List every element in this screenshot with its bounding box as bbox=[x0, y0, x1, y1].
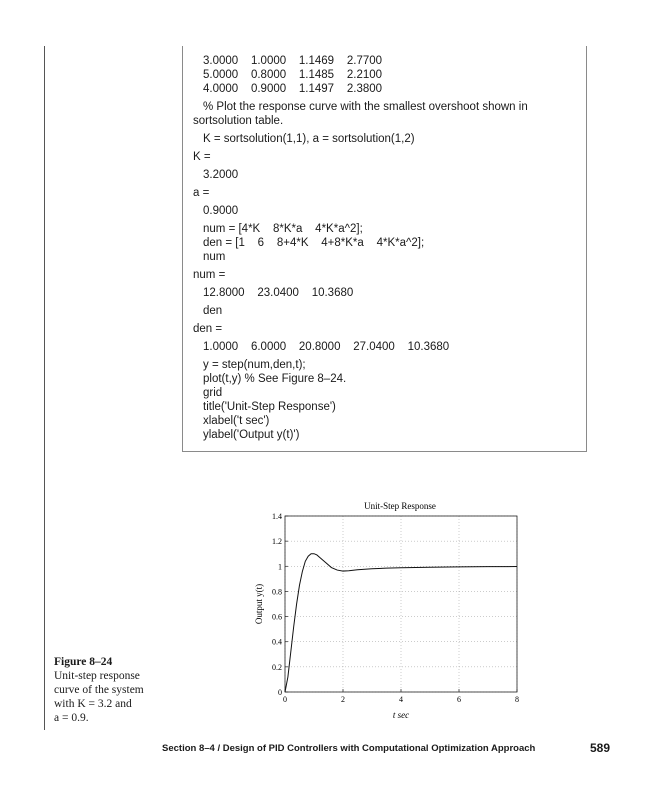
running-footer: Section 8–4 / Design of PID Controllers with Computational Optimization Approach bbox=[162, 743, 536, 754]
x-tick-label: 2 bbox=[341, 695, 345, 704]
y-tick-label: 1.4 bbox=[272, 512, 282, 521]
x-tick-label: 8 bbox=[515, 695, 519, 704]
code-line: den bbox=[203, 305, 223, 317]
x-tick-label: 4 bbox=[399, 695, 403, 704]
code-line: 0.9000 bbox=[203, 205, 239, 217]
margin-rule bbox=[44, 46, 45, 730]
caption-line: a = 0.9. bbox=[54, 712, 89, 724]
y-axis-label: Output y(t) bbox=[254, 583, 264, 625]
step-response-chart bbox=[240, 496, 530, 728]
y-tick-label: 0.2 bbox=[272, 662, 282, 672]
matlab-code-box bbox=[182, 46, 587, 452]
code-line: 3.2000 bbox=[203, 169, 239, 181]
figure-caption bbox=[54, 655, 174, 725]
caption-line: curve of the system bbox=[54, 684, 144, 696]
code-line: 4.0000 0.9000 1.1497 2.3800 bbox=[203, 83, 383, 95]
x-axis-label: t sec bbox=[392, 710, 410, 720]
code-line: 3.0000 1.0000 1.1469 2.7700 bbox=[203, 55, 383, 67]
y-tick-label: 0.6 bbox=[272, 612, 282, 622]
y-tick-label: 0.8 bbox=[272, 587, 282, 597]
code-line: sortsolution table. bbox=[193, 115, 284, 127]
code-line: ylabel('Output y(t)') bbox=[203, 429, 300, 441]
chart-grid bbox=[285, 516, 517, 692]
figure-label: Figure 8–24 bbox=[54, 656, 113, 668]
code-line: K = bbox=[193, 151, 211, 163]
y-tick-label: 0 bbox=[278, 688, 282, 697]
y-tick-label: 1.2 bbox=[272, 537, 282, 547]
series-line-yt bbox=[285, 554, 517, 692]
code-line: 12.8000 23.0400 10.3680 bbox=[203, 287, 354, 299]
code-line: y = step(num,den,t); bbox=[203, 359, 306, 371]
code-line: num bbox=[203, 251, 226, 263]
page-number: 589 bbox=[590, 741, 611, 755]
code-line: den = bbox=[193, 323, 223, 335]
caption-line: with K = 3.2 and bbox=[54, 698, 132, 710]
code-line: grid bbox=[203, 387, 223, 399]
y-tick-label: 0.4 bbox=[272, 637, 282, 647]
chart-ticks bbox=[272, 512, 519, 704]
chart-title: Unit-Step Response bbox=[364, 501, 436, 511]
caption-line: Unit-step response bbox=[54, 670, 140, 682]
code-line: den = [1 6 8+4*K 4+8*K*a 4*K*a^2]; bbox=[203, 237, 425, 249]
code-line: plot(t,y) % See Figure 8–24. bbox=[203, 373, 347, 385]
code-line: K = sortsolution(1,1), a = sortsolution(1,2) bbox=[203, 133, 415, 145]
code-line: % Plot the response curve with the smallest overshoot shown in bbox=[203, 101, 528, 113]
code-line: num = bbox=[193, 269, 226, 281]
code-line: a = bbox=[193, 187, 210, 199]
code-line: 1.0000 6.0000 20.8000 27.0400 10.3680 bbox=[203, 341, 450, 353]
y-tick-label: 1 bbox=[278, 562, 282, 572]
code-line: num = [4*K 8*K*a 4*K*a^2]; bbox=[203, 223, 363, 235]
code-line: title('Unit-Step Response') bbox=[203, 401, 336, 413]
x-tick-label: 0 bbox=[283, 695, 287, 704]
code-line: 5.0000 0.8000 1.1485 2.2100 bbox=[203, 69, 383, 81]
code-line: xlabel('t sec') bbox=[203, 415, 270, 427]
x-tick-label: 6 bbox=[457, 695, 461, 704]
